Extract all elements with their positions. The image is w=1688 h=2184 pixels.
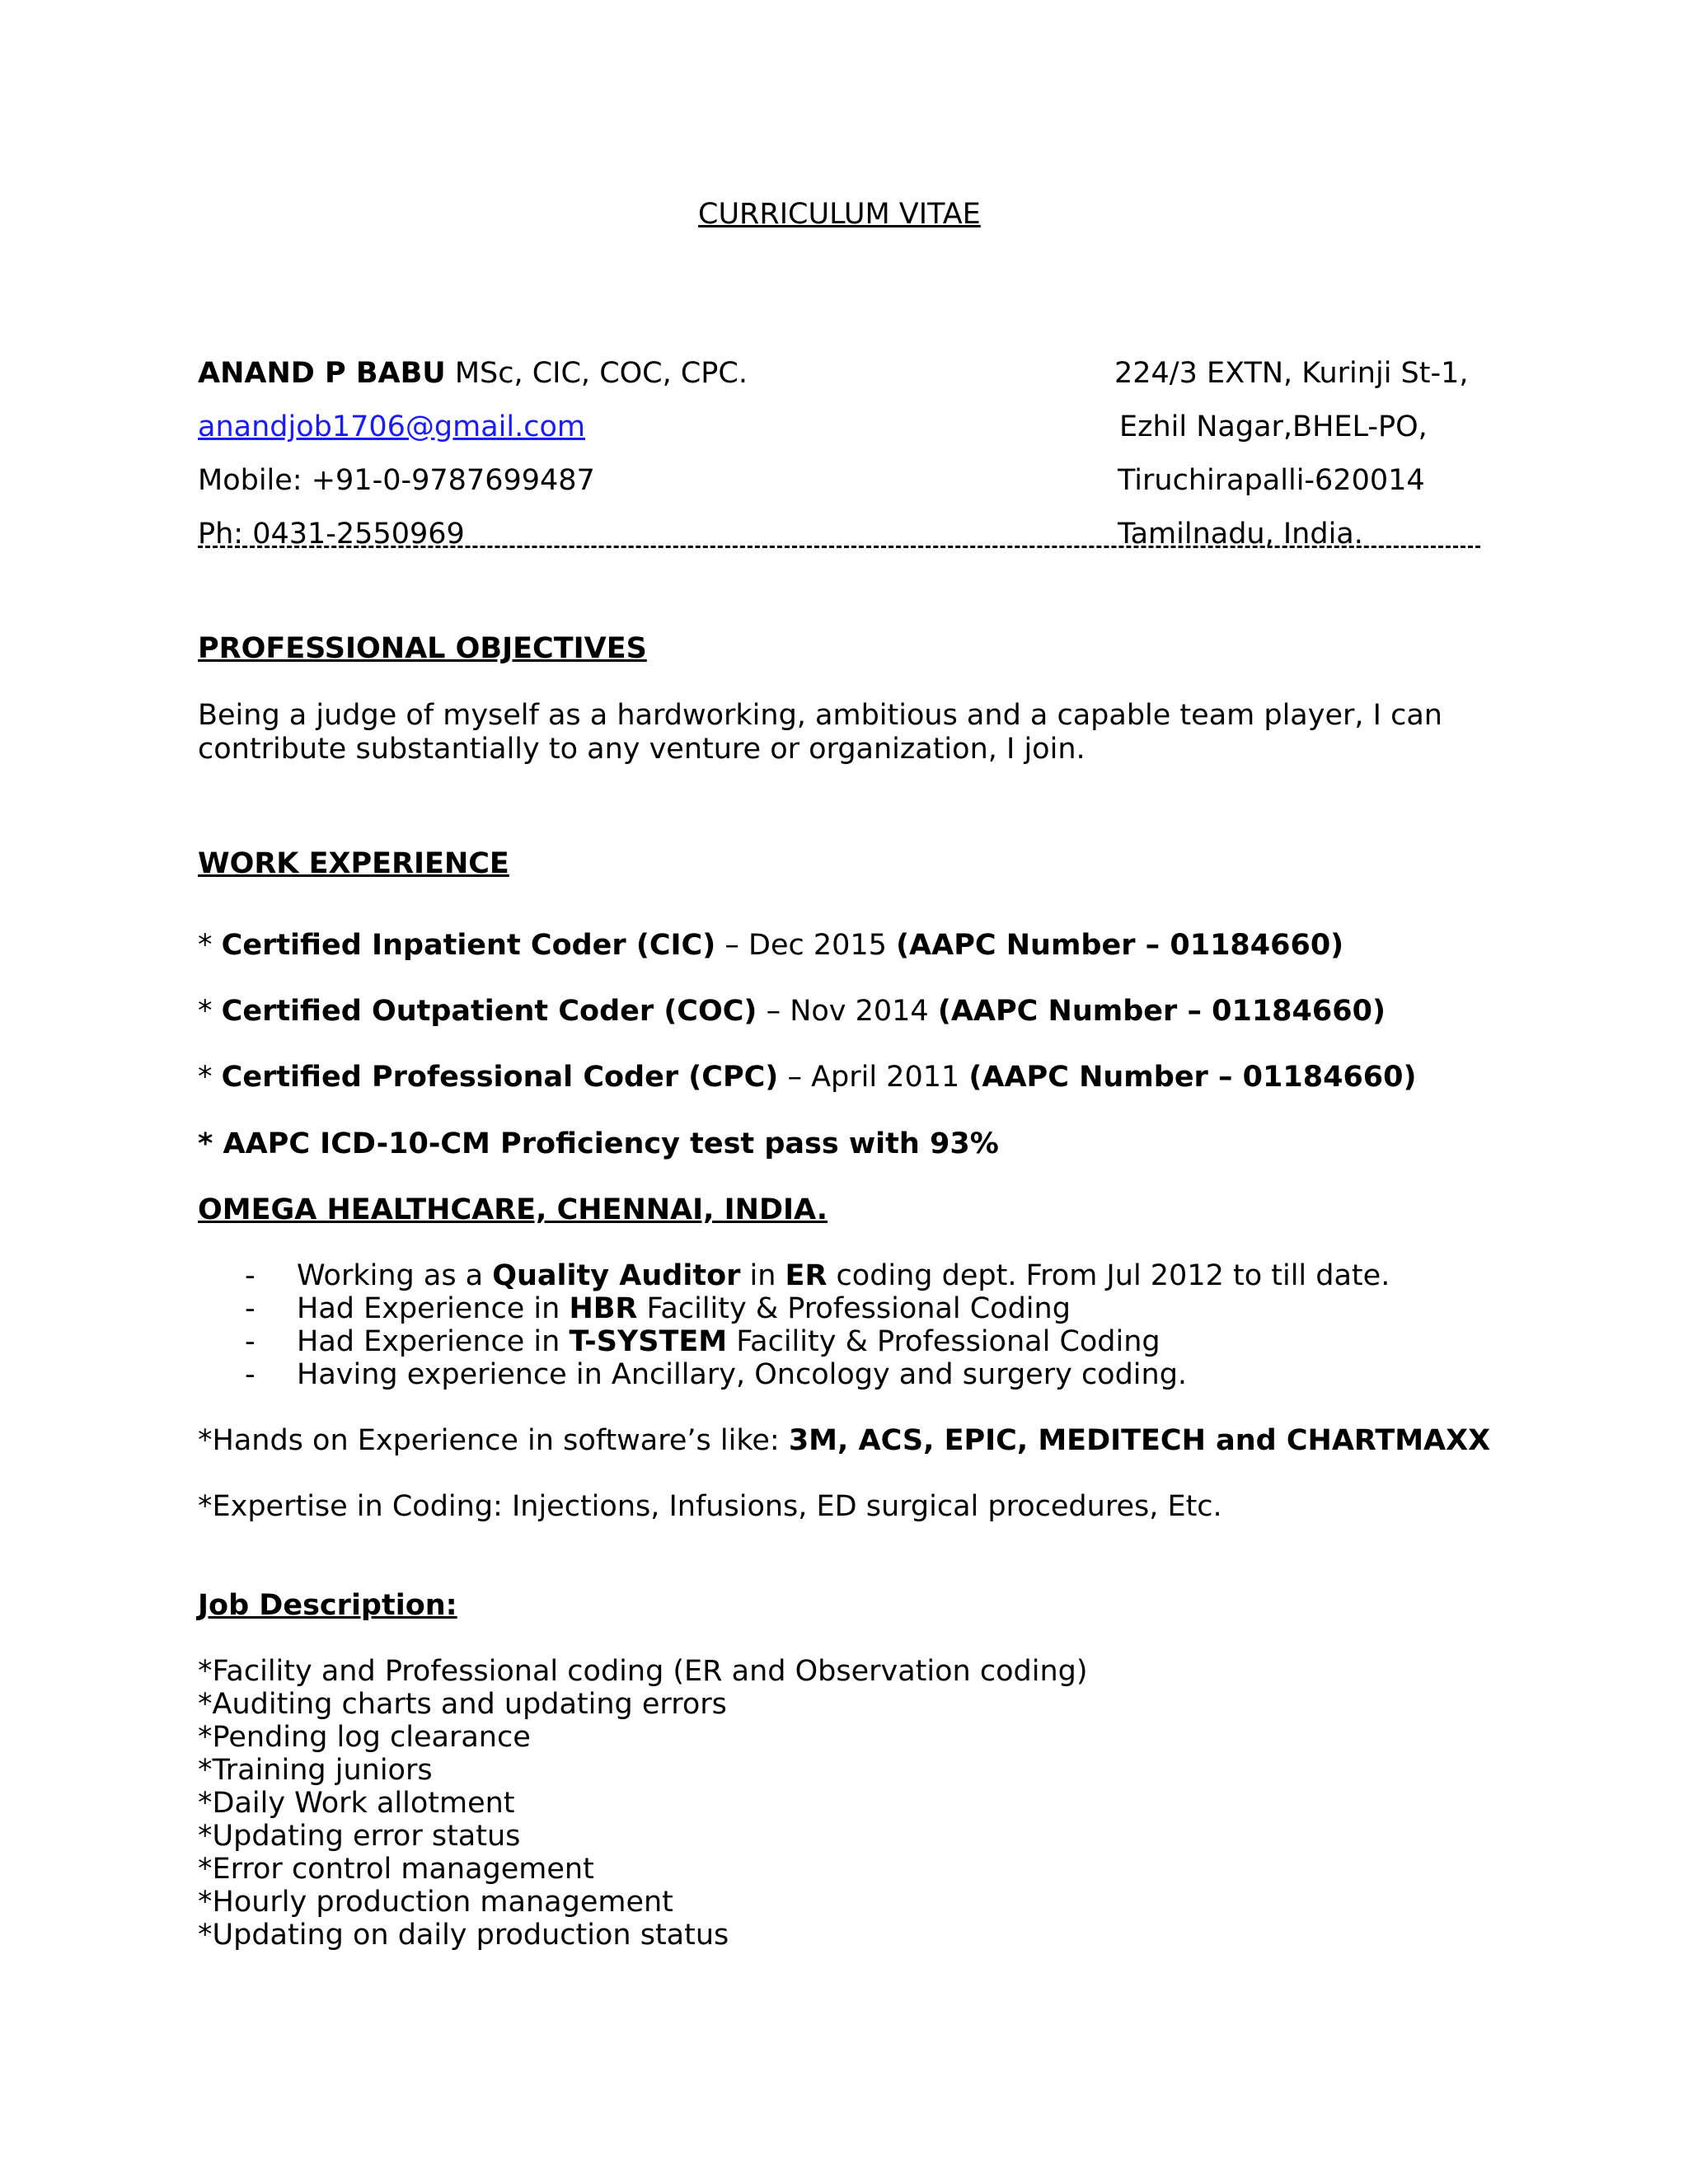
job-description-heading: Job Description: [198,1589,457,1622]
cert-star: * [198,929,222,962]
bullet-text: Working as a [297,1259,493,1292]
certification-coc [198,995,1386,1028]
bullet-text: Had Experience in [297,1325,570,1358]
software-experience [198,1424,1490,1457]
list-item [245,1358,1187,1391]
software-label: *Hands on Experience in software’s like: [198,1424,789,1457]
bullet-bold-text: ER [785,1259,828,1292]
address-line-3: Tiruchirapalli-620014 [1118,464,1425,497]
certification-cic [198,929,1343,962]
work-experience-heading: WORK EXPERIENCE [198,847,509,880]
list-item [245,1259,1390,1292]
cert-date: – April 2011 [778,1061,969,1094]
certification-cpc [198,1061,1417,1094]
cert-aapc-number: (AAPC Number – 01184660) [896,929,1344,962]
bullet-bold-text: HBR [569,1292,638,1325]
list-item: *Daily Work allotment [198,1787,515,1820]
list-item: *Pending log clearance [198,1721,531,1754]
objectives-text-line-1: Being a judge of myself as a hardworking, ambitious and a capable team player, I can [198,699,1442,732]
list-item: *Auditing charts and updating errors [198,1688,727,1721]
list-item: *Error control management [198,1853,594,1886]
credentials: MSc, CIC, COC, CPC. [445,357,748,390]
list-item: *Training juniors [198,1754,433,1787]
cert-aapc-number: (AAPC Number – 01184660) [937,995,1386,1028]
bullet-text: Had Experience in [297,1292,570,1325]
objectives-text-line-2: contribute substantially to any venture or organization, I join. [198,733,1085,766]
cert-date: – Nov 2014 [757,995,938,1028]
list-item: *Facility and Professional coding (ER and Observation coding) [198,1655,1088,1688]
bullet-text: in [740,1259,785,1292]
phone-number: Ph: 0431-2550969 [198,518,465,551]
icd-proficiency: * AAPC ICD-10-CM Proficiency test pass with 93% [198,1127,999,1160]
software-list: 3M, ACS, EPIC, MEDITECH and CHARTMAXX [788,1424,1491,1457]
bullet-text: Facility & Professional Coding [727,1325,1160,1358]
bullet-dash: - [245,1325,256,1358]
bullet-text: Facility & Professional Coding [637,1292,1071,1325]
candidate-name: ANAND P BABU [198,357,446,390]
company-heading: OMEGA HEALTHCARE, CHENNAI, INDIA. [198,1193,828,1226]
bullet-dash: - [245,1358,256,1391]
bullet-bold-text: Quality Auditor [492,1259,741,1292]
cert-aapc-number: (AAPC Number – 01184660) [968,1061,1417,1094]
bullet-bold-text: T-SYSTEM [569,1325,728,1358]
address-line-2: Ezhil Nagar,BHEL-PO, [1119,410,1428,443]
objectives-heading: PROFESSIONAL OBJECTIVES [198,632,647,665]
list-item [245,1325,1160,1358]
cert-name: Certified Outpatient Coder (COC) [221,995,757,1028]
cert-name: Certified Professional Coder (CPC) [221,1061,779,1094]
address-line-1: 224/3 EXTN, Kurinji St-1, [1114,357,1469,390]
bullet-dash: - [245,1292,256,1325]
cert-name: Certified Inpatient Coder (CIC) [221,929,716,962]
mobile-number: Mobile: +91-0-9787699487 [198,464,595,497]
page-title: CURRICULUM VITAE [698,198,981,231]
list-item [245,1292,1071,1325]
bullet-dash: - [245,1259,256,1292]
bullet-text: Having experience in Ancillary, Oncology and surgery coding. [297,1358,1188,1391]
list-item: *Updating error status [198,1820,521,1853]
list-item: *Updating on daily production status [198,1919,729,1952]
name-line [198,357,748,390]
cert-star: * [198,995,222,1028]
coding-expertise: *Expertise in Coding: Injections, Infusions, ED surgical procedures, Etc. [198,1490,1222,1523]
cert-date: – Dec 2015 [715,929,897,962]
bullet-text: coding dept. From Jul 2012 to till date. [827,1259,1390,1292]
address-line-4: Tamilnadu, India. [1118,518,1363,551]
list-item: *Hourly production management [198,1886,673,1919]
cert-star: * [198,1061,222,1094]
header-divider [198,546,1480,548]
email-link[interactable]: anandjob1706@gmail.com [198,410,585,443]
